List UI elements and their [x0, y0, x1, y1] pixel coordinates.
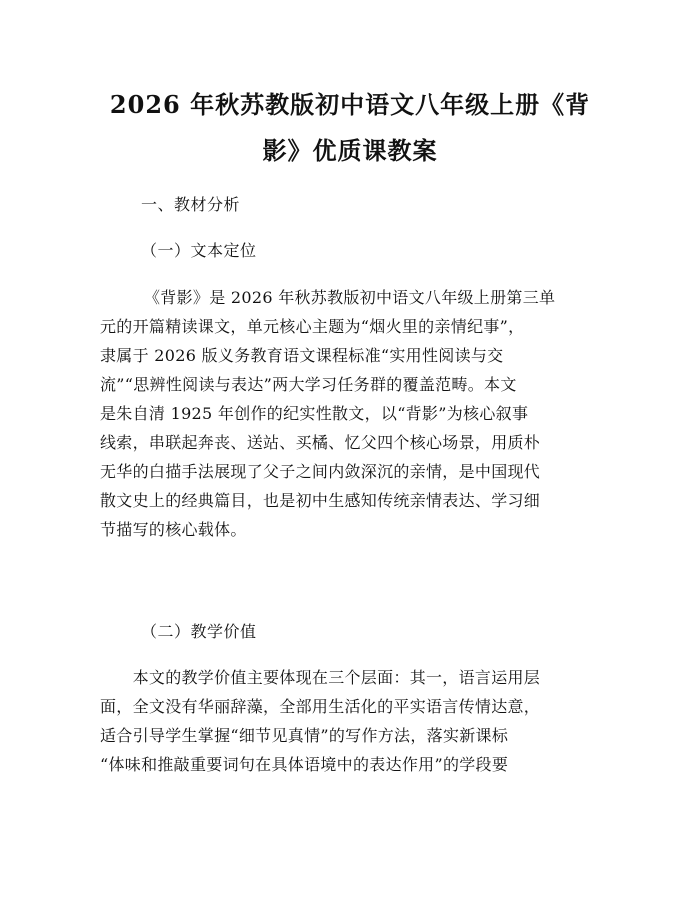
section-heading-teaching-material-analysis: 一、教材分析: [141, 195, 241, 214]
paragraph-line: “体味和推敲重要词句在具体语境中的表达作用”的学段要: [100, 755, 509, 774]
document-title: 2026 年秋苏教版初中语文八年级上册《背影》优质课教案: [109, 90, 591, 165]
paragraph-line: 《背影》是 2026 年秋苏教版初中语文八年级上册第三单: [144, 288, 556, 307]
paragraph-line: 流”“思辨性阅读与表达”两大学习任务群的覆盖范畴。本文: [100, 375, 517, 394]
subsection-heading-teaching-value: （二）教学价值: [141, 622, 257, 641]
paragraph-line: 隶属于 2026 版义务教育语文课程标准“实用性阅读与交: [100, 346, 504, 365]
paragraph-line: 本文的教学价值主要体现在三个层面：其一，语言运用层: [100, 668, 541, 687]
paragraph-line: 无华的白描手法展现了父子之间内敛深沉的亲情，是中国现代: [100, 462, 541, 481]
paragraph-line: 散文史上的经典篇目，也是初中生感知传统亲情表达、学习细: [100, 491, 541, 510]
subsection-heading-text-positioning: （一）文本定位: [141, 241, 257, 260]
paragraph-line: 适合引导学生掌握“细节见真情”的写作方法，落实新课标: [100, 726, 509, 745]
paragraph-line: 元的开篇精读课文，单元核心主题为“烟火里的亲情纪事”，: [100, 317, 525, 336]
paragraph-line: 节描写的核心载体。: [100, 520, 247, 539]
paragraph-teaching-value: [100, 663, 540, 779]
paragraph-line: 是朱自清 1925 年创作的纪实性散文，以“背影”为核心叙事: [100, 404, 529, 423]
paragraph-line: 面，全文没有华丽辞藻，全部用生活化的平实语言传情达意，: [100, 697, 541, 716]
paragraph-text-positioning: [100, 283, 555, 544]
paragraph-line: 线索，串联起奔丧、送站、买橘、忆父四个核心场景，用质朴: [100, 433, 541, 452]
